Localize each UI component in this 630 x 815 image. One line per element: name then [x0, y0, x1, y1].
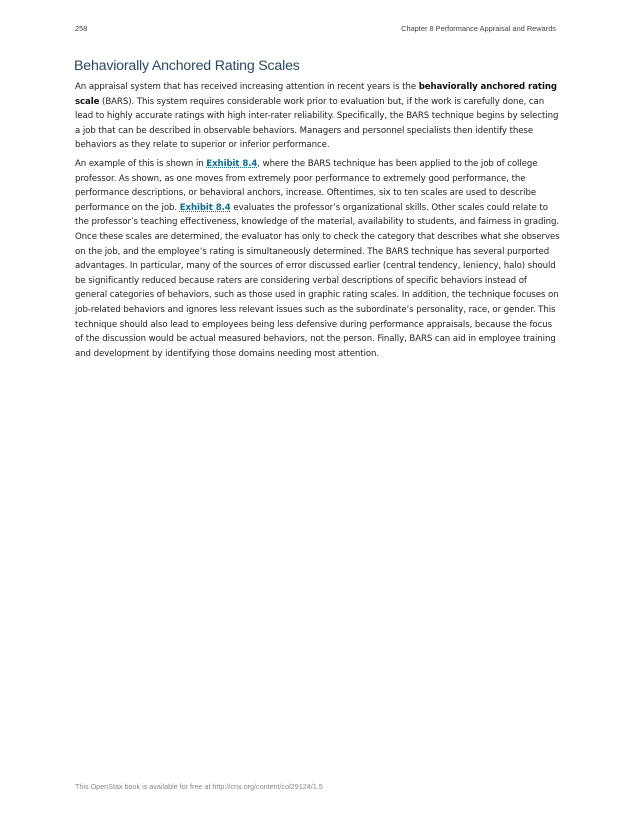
paragraph-intro	[75, 80, 561, 153]
key-term: behaviorally anchored rating scale	[75, 82, 557, 107]
exhibit-link[interactable]: Exhibit 8.4	[206, 158, 258, 169]
paragraph-intro-lead: An appraisal system that has received increasing attention in recent years is the	[75, 82, 419, 92]
page-footer: This OpenStax book is available for free at http://cnx.org/content/col29124/1.5	[75, 782, 323, 791]
body-text	[75, 80, 561, 365]
paragraph-intro-rest: (BARS). This system requires considerable work prior to evaluation but, if the work is carefully done, can lead to highly accurate ratings with high inter-rater reliability. Specifically, the BARS technique begins by selecting a job that can be described in observable behaviors. Managers and personnel specialists then identify these behaviors as they relate to superior or inferior performance.	[75, 96, 559, 151]
paragraph-example-part1: An example of this is shown in	[75, 158, 207, 169]
exhibit-link-second[interactable]: Exhibit 8.4	[179, 202, 231, 213]
paragraph-example-part3: evaluates the professor’s organizational skills. Other scales could relate to the professor’s teaching effectiveness, knowledge of the material, availability to students, and fairness in grading. Once these scales are determined, the evaluator has only to check the category that describes what she observes on the job, and the employee’s rating is simultaneously determined. The BARS technique has several purported advantages. In particular, many of the sources of error discussed earlier (central tendency, leniency, halo) should be significantly reduced because raters are considering verbal descriptions of specific behaviors instead of general categories of behaviors, such as those used in graphic rating scales. In addition, the technique focuses on job-related behaviors and ignores less relevant issues such as the subordinate’s personality, race, or gender. This technique should also lead to employees being less defensive during performance appraisals, because the focus of the discussion would be actual measured behaviors, not the person. Finally, BARS can aid in employee training and development by identifying those domains needing most attention.	[75, 202, 560, 359]
page-number: 258	[75, 24, 88, 33]
running-head: Chapter 8 Performance Appraisal and Rewards	[401, 24, 556, 33]
page-header	[75, 24, 556, 36]
section-title: Behaviorally Anchored Rating Scales	[74, 58, 300, 74]
paragraph-example-part2: , where the BARS technique has been applied to the job of college professor. As shown, as one moves from extremely poor performance to extremely good performance, the performance descriptions, or behavioral anchors, increase. Oftentimes, six to ten scales are used to describe performance on the job.	[75, 158, 538, 213]
paragraph-example	[75, 157, 561, 361]
